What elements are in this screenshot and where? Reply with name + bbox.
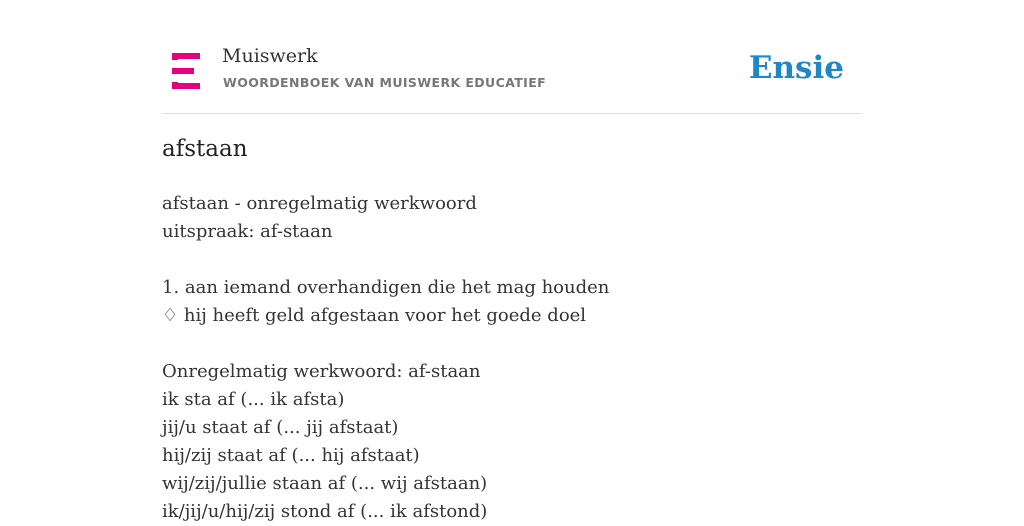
brand-name[interactable]: Muiswerk <box>222 45 318 67</box>
conjugation-heading: Onregelmatig werkwoord: af-staan <box>162 361 481 382</box>
pronunciation: uitspraak: af-staan <box>162 221 333 242</box>
definition-1: 1. aan iemand overhandigen die het mag houden <box>162 277 610 298</box>
blank-line <box>162 246 862 274</box>
blank-line <box>162 330 862 358</box>
site-header <box>162 0 862 114</box>
conjugation-line: jij/u staat af (... jij afstaat) <box>162 417 399 438</box>
page-container <box>162 0 862 522</box>
ensie-logo[interactable]: Ensie <box>748 50 844 86</box>
brand-subtitle: WOORDENBOEK VAN MUISWERK EDUCATIEF <box>223 75 547 90</box>
definition-content <box>162 190 862 526</box>
conjugation-line: hij/zij staat af (... hij afstaat) <box>162 445 420 466</box>
muiswerk-logo-icon[interactable] <box>172 53 200 89</box>
entry-heading: afstaan - onregelmatig werkwoord <box>162 193 477 214</box>
page-title: afstaan <box>162 136 248 162</box>
conjugation-line: ik/jij/u/hij/zij stond af (... ik afstond) <box>162 501 488 522</box>
conjugation-line: wij/zij/jullie staan af (... wij afstaan) <box>162 473 488 494</box>
example-sentence: ♢ hij heeft geld afgestaan voor het goede doel <box>162 305 587 326</box>
conjugation-line: ik sta af (... ik afsta) <box>162 389 345 410</box>
